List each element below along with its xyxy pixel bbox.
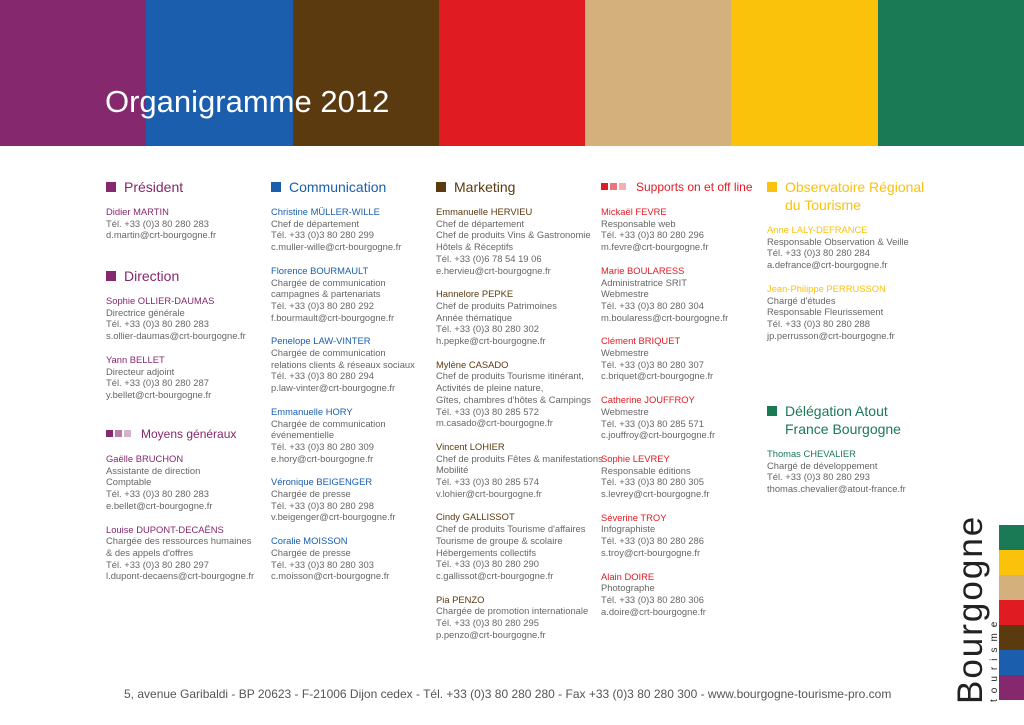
contact-detail: Responsable Fleurissement bbox=[767, 306, 884, 318]
contact-name: Vincent LOHIER bbox=[436, 440, 505, 452]
contact-name: Catherine JOUFFROY bbox=[601, 394, 695, 406]
column-5 bbox=[767, 178, 927, 495]
color-band bbox=[0, 0, 1024, 146]
triple-square-icon bbox=[601, 183, 628, 190]
column-4 bbox=[601, 178, 761, 629]
contact-email[interactable]: v.lohier@crt-bourgogne.fr bbox=[436, 487, 542, 499]
contact-email[interactable]: e.bellet@crt-bourgogne.fr bbox=[106, 499, 213, 511]
contact-name: Clément BRIQUET bbox=[601, 335, 681, 347]
contact-email[interactable]: p.law-vinter@crt-bourgogne.fr bbox=[271, 382, 396, 394]
contact-entry bbox=[767, 283, 927, 342]
contact-email[interactable]: p.penzo@crt-bourgogne.fr bbox=[436, 628, 546, 640]
contact-email[interactable]: s.ollier-daumas@crt-bourgogne.fr bbox=[106, 330, 246, 342]
contact-detail: Tél. +33 (0)3 80 280 299 bbox=[271, 229, 374, 241]
section bbox=[601, 178, 761, 617]
contact-detail: Tél. +33 (0)3 80 280 309 bbox=[271, 440, 374, 452]
section-heading bbox=[436, 178, 596, 196]
contact-email[interactable]: s.troy@crt-bourgogne.fr bbox=[601, 546, 701, 558]
contact-name: Anne LALY-DEFRANCE bbox=[767, 224, 868, 235]
contact-email[interactable]: s.levrey@crt-bourgogne.fr bbox=[601, 488, 710, 500]
contact-detail: relations clients & réseaux sociaux bbox=[271, 358, 415, 370]
logo-stripe bbox=[999, 550, 1024, 575]
contact-name: Sophie LEVREY bbox=[601, 452, 670, 464]
contact-detail: Chef de produits Tourisme d'affaires bbox=[436, 523, 586, 535]
contact-name: Yann BELLET bbox=[106, 353, 165, 365]
logo-stripe bbox=[999, 650, 1024, 675]
band-yellow bbox=[731, 0, 877, 146]
contact-detail: Tél. +33 (0)6 78 54 19 06 bbox=[436, 252, 542, 264]
contact-detail: Responsable éditions bbox=[601, 464, 691, 476]
contact-entry bbox=[601, 335, 761, 382]
contact-entry bbox=[271, 406, 431, 465]
section-title: Communication bbox=[289, 179, 387, 195]
contact-detail: Tél. +33 (0)3 80 285 574 bbox=[436, 476, 539, 488]
contact-email[interactable]: a.doire@crt-bourgogne.fr bbox=[601, 605, 706, 617]
logo-stripe bbox=[999, 600, 1024, 625]
contact-email[interactable]: m.fevre@crt-bourgogne.fr bbox=[601, 241, 709, 253]
contact-email[interactable]: y.bellet@crt-bourgogne.fr bbox=[106, 388, 212, 400]
contact-entry bbox=[601, 512, 761, 559]
contact-email[interactable]: c.muller-wille@crt-bourgogne.fr bbox=[271, 241, 402, 253]
contact-entry bbox=[767, 224, 927, 271]
section bbox=[767, 178, 927, 341]
contact-detail: Photographe bbox=[601, 582, 655, 594]
contact-detail: Tél. +33 (0)3 80 285 572 bbox=[436, 405, 539, 417]
contact-entry bbox=[601, 206, 761, 253]
contact-detail: Chargée de communication bbox=[271, 276, 386, 288]
contact-detail: Webmestre bbox=[601, 347, 649, 359]
contact-detail: Chef de produits Vins & Gastronomie bbox=[436, 229, 591, 241]
section-heading bbox=[767, 178, 927, 214]
contact-detail: Chargée de communication bbox=[271, 417, 386, 429]
contact-email[interactable]: thomas.chevalier@atout-france.fr bbox=[767, 483, 906, 495]
contact-detail: Webmestre bbox=[601, 288, 649, 300]
contact-name: Emmanuelle HORY bbox=[271, 405, 353, 417]
contact-name: Véronique BEIGENGER bbox=[271, 476, 373, 488]
contact-detail: Mobilité bbox=[436, 464, 469, 476]
column-2 bbox=[271, 178, 431, 594]
contact-detail: Infographiste bbox=[601, 523, 656, 535]
contact-detail: Tél. +33 (0)3 80 280 286 bbox=[601, 535, 704, 547]
band-beige bbox=[585, 0, 731, 146]
contact-name: Louise DUPONT-DECAËNS bbox=[106, 523, 224, 535]
contact-entry bbox=[106, 354, 266, 401]
section-title: Moyens généraux bbox=[141, 427, 237, 441]
contact-detail: Hébergements collectifs bbox=[436, 546, 537, 558]
contact-detail: Tél. +33 (0)3 80 280 294 bbox=[271, 370, 374, 382]
section-heading bbox=[106, 425, 266, 443]
contact-name: Thomas CHEVALIER bbox=[767, 448, 856, 459]
contact-detail: Année thématique bbox=[436, 311, 513, 323]
column-3 bbox=[436, 178, 603, 653]
contact-email[interactable]: c.briquet@crt-bourgogne.fr bbox=[601, 370, 714, 382]
contact-entry bbox=[436, 440, 603, 500]
contact-email[interactable]: jp.perrusson@crt-bourgogne.fr bbox=[767, 329, 895, 341]
contact-detail: Chef de produits Tourisme itinérant, bbox=[436, 370, 584, 382]
contact-name: Hannelore PEPKE bbox=[436, 288, 514, 300]
section bbox=[271, 178, 431, 582]
contact-email[interactable]: m.casado@crt-bourgogne.fr bbox=[436, 417, 553, 429]
contact-detail: Assistante de direction bbox=[106, 464, 201, 476]
contact-detail: Webmestre bbox=[601, 405, 649, 417]
section bbox=[106, 267, 266, 413]
contact-entry bbox=[271, 265, 431, 324]
contact-email[interactable]: c.moisson@crt-bourgogne.fr bbox=[271, 570, 390, 582]
contact-entry bbox=[601, 394, 761, 441]
contact-detail: Comptable bbox=[106, 476, 152, 488]
contact-email[interactable]: d.martin@crt-bourgogne.fr bbox=[106, 229, 217, 241]
contact-email[interactable]: c.jouffroy@crt-bourgogne.fr bbox=[601, 429, 716, 441]
contact-email[interactable]: m.boularess@crt-bourgogne.fr bbox=[601, 311, 729, 323]
contact-detail: Tél. +33 (0)3 80 280 305 bbox=[601, 476, 704, 488]
section-title: Marketing bbox=[454, 179, 516, 195]
contact-entry bbox=[271, 476, 431, 523]
contact-detail: Tél. +33 (0)3 80 280 290 bbox=[436, 558, 539, 570]
contact-detail: Tél. +33 (0)3 80 280 292 bbox=[271, 299, 374, 311]
contact-name: Marie BOULARESS bbox=[601, 264, 685, 276]
bourgogne-logo bbox=[951, 514, 1000, 704]
contact-entry bbox=[436, 594, 596, 641]
section bbox=[106, 425, 266, 594]
section-title: Direction bbox=[124, 268, 180, 284]
contact-entry bbox=[601, 453, 761, 500]
square-icon bbox=[271, 182, 281, 192]
contact-detail: Tél. +33 (0)3 80 280 283 bbox=[106, 488, 209, 500]
contact-detail: Tél. +33 (0)3 80 280 302 bbox=[436, 323, 539, 335]
contact-detail: Tél. +33 (0)3 80 280 303 bbox=[271, 558, 374, 570]
section-title: Président bbox=[124, 179, 184, 195]
contact-name: Mylène CASADO bbox=[436, 358, 509, 370]
contact-detail: Tél. +33 (0)3 80 280 297 bbox=[106, 558, 209, 570]
section-heading bbox=[106, 267, 266, 285]
contact-name: Florence BOURMAULT bbox=[271, 264, 369, 276]
contact-detail: Responsable Observation & Veille bbox=[767, 235, 909, 247]
contact-detail: Chef de département bbox=[436, 217, 525, 229]
contact-email[interactable]: l.dupont-decaens@crt-bourgogne.fr bbox=[106, 570, 255, 582]
contact-detail: Chargée des ressources humaines bbox=[106, 535, 252, 547]
triple-square-icon bbox=[106, 430, 133, 437]
contact-entry bbox=[436, 511, 596, 581]
contact-detail: Activités de pleine nature, bbox=[436, 382, 544, 394]
contact-name: Alain DOIRE bbox=[601, 570, 655, 582]
section-title: Observatoire Régional du Tourisme bbox=[785, 179, 925, 213]
contact-email[interactable]: c.gallissot@crt-bourgogne.fr bbox=[436, 569, 554, 581]
contact-name: Penelope LAW-VINTER bbox=[271, 335, 371, 347]
contact-email[interactable]: a.defrance@crt-bourgogne.fr bbox=[767, 259, 888, 271]
contact-detail: Tél. +33 (0)3 80 280 295 bbox=[436, 617, 539, 629]
contact-name: Coralie MOISSON bbox=[271, 535, 348, 547]
section-heading bbox=[601, 178, 761, 196]
contact-name: Jean-Philippe PERRUSSON bbox=[767, 282, 886, 294]
section-title: Supports on et off line bbox=[636, 180, 753, 194]
band-blue bbox=[146, 0, 292, 146]
square-icon bbox=[436, 182, 446, 192]
contact-entry bbox=[767, 448, 927, 495]
contact-detail: Tél. +33 (0)3 80 280 298 bbox=[271, 499, 374, 511]
section bbox=[436, 178, 603, 641]
contact-detail: Tél. +33 (0)3 80 280 306 bbox=[601, 593, 704, 605]
contact-detail: campagnes & partenariats bbox=[271, 288, 381, 300]
contact-detail: Tél. +33 (0)3 80 280 296 bbox=[601, 229, 704, 241]
page-title: Organigramme 2012 bbox=[105, 84, 390, 119]
contact-detail: Chargé d'études bbox=[767, 294, 836, 306]
contact-entry bbox=[436, 288, 596, 347]
contact-email[interactable]: f.bourmault@crt-bourgogne.fr bbox=[271, 311, 395, 323]
section-heading bbox=[271, 178, 431, 196]
contact-detail: Chef de produits Fêtes & manifestations bbox=[436, 452, 603, 464]
contact-detail: Directeur adjoint bbox=[106, 365, 175, 377]
contact-name: Christine MÜLLER-WILLE bbox=[271, 206, 380, 217]
contact-entry bbox=[106, 453, 266, 512]
contact-detail: Tél. +33 (0)3 80 280 304 bbox=[601, 299, 704, 311]
contact-detail: Chef de département bbox=[271, 217, 360, 229]
contact-entry bbox=[436, 206, 596, 276]
contact-detail: & des appels d'offres bbox=[106, 546, 194, 558]
band-red bbox=[439, 0, 585, 146]
contact-name: Emmanuelle HERVIEU bbox=[436, 206, 533, 217]
footer-address: 5, avenue Garibaldi - BP 20623 - F-21006 Dijon cedex - Tél. +33 (0)3 80 280 280 - Fax +33 (0)3 80 280 300 - www.bourgogne-tourisme-pro.com bbox=[124, 687, 892, 701]
contact-name: Pia PENZO bbox=[436, 593, 485, 605]
logo-stripe bbox=[999, 625, 1024, 650]
contact-detail: Chef de produits Patrimoines bbox=[436, 299, 557, 311]
band-brown bbox=[293, 0, 439, 146]
contact-detail: Tél. +33 (0)3 80 280 283 bbox=[106, 217, 209, 229]
contact-name: Didier MARTIN bbox=[106, 206, 169, 217]
contact-name: Séverine TROY bbox=[601, 511, 667, 523]
section-heading bbox=[767, 402, 927, 438]
logo-stripe bbox=[999, 675, 1024, 700]
contact-entry bbox=[271, 535, 431, 582]
contact-entry bbox=[601, 571, 761, 618]
contact-detail: événementielle bbox=[271, 429, 335, 441]
contact-detail: Tél. +33 (0)3 80 280 307 bbox=[601, 358, 704, 370]
contact-detail: Tél. +33 (0)3 80 280 284 bbox=[767, 247, 870, 259]
column-1 bbox=[106, 178, 266, 582]
contact-entry bbox=[436, 359, 596, 429]
square-icon bbox=[767, 406, 777, 416]
contact-name: Cindy GALLISSOT bbox=[436, 511, 515, 523]
contact-detail: Tél. +33 (0)3 80 280 288 bbox=[767, 317, 870, 329]
logo-stripe bbox=[999, 525, 1024, 550]
logo-color-stripes bbox=[999, 525, 1024, 700]
contact-entry bbox=[271, 335, 431, 394]
section-title: Délégation Atout France Bourgogne bbox=[785, 403, 901, 437]
contact-detail: Chargée de presse bbox=[271, 546, 351, 558]
contact-name: Sophie OLLIER-DAUMAS bbox=[106, 295, 215, 306]
contact-detail: Directrice générale bbox=[106, 306, 185, 318]
logo-subtext: tourisme bbox=[989, 615, 1000, 702]
logo-stripe bbox=[999, 575, 1024, 600]
contact-detail: Tél. +33 (0)3 80 285 571 bbox=[601, 417, 704, 429]
contact-detail: Chargée de presse bbox=[271, 488, 351, 500]
contact-email[interactable]: e.hory@crt-bourgogne.fr bbox=[271, 452, 374, 464]
contact-entry bbox=[271, 206, 431, 253]
contact-detail: Responsable web bbox=[601, 217, 676, 229]
contact-detail: Chargée de promotion internationale bbox=[436, 605, 589, 617]
contact-detail: Tourisme de groupe & scolaire bbox=[436, 534, 563, 546]
band-purple bbox=[0, 0, 146, 146]
contact-name: Mickaël FEVRE bbox=[601, 206, 667, 217]
contact-detail: Chargé de développement bbox=[767, 459, 878, 471]
contact-email[interactable]: v.beigenger@crt-bourgogne.fr bbox=[271, 511, 396, 523]
square-icon bbox=[106, 182, 116, 192]
section bbox=[767, 402, 927, 507]
contact-detail: Gîtes, chambres d'hôtes & Campings bbox=[436, 393, 591, 405]
contact-entry bbox=[106, 524, 266, 583]
contact-detail: Tél. +33 (0)3 80 280 287 bbox=[106, 377, 209, 389]
section bbox=[106, 178, 266, 241]
square-icon bbox=[106, 271, 116, 281]
contact-entry bbox=[106, 206, 266, 241]
contact-email[interactable]: e.hervieu@crt-bourgogne.fr bbox=[436, 264, 551, 276]
contact-detail: Hôtels & Réceptifs bbox=[436, 241, 514, 253]
contact-email[interactable]: h.pepke@crt-bourgogne.fr bbox=[436, 335, 546, 347]
contact-name: Gaëlle BRUCHON bbox=[106, 453, 184, 464]
contact-detail: Administratrice SRIT bbox=[601, 276, 687, 288]
square-icon bbox=[767, 182, 777, 192]
contact-detail: Tél. +33 (0)3 80 280 283 bbox=[106, 318, 209, 330]
section-heading bbox=[106, 178, 266, 196]
contact-detail: Chargée de communication bbox=[271, 347, 386, 359]
contact-entry bbox=[601, 265, 761, 324]
contact-detail: Tél. +33 (0)3 80 280 293 bbox=[767, 471, 870, 483]
logo-text: Bourgogne bbox=[951, 514, 990, 704]
band-green bbox=[878, 0, 1024, 146]
contact-entry bbox=[106, 295, 266, 342]
